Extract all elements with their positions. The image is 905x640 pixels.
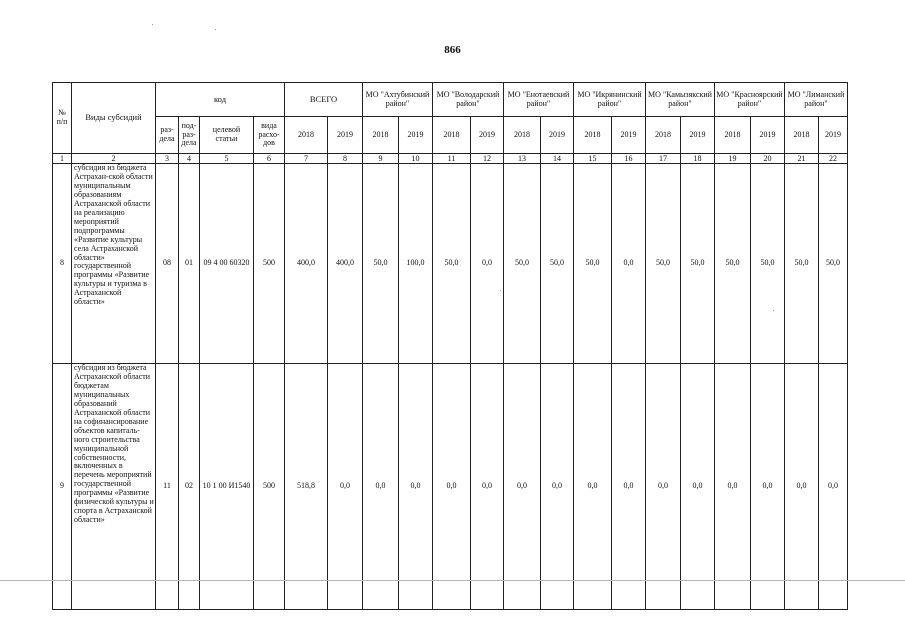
district-value: 0,0 xyxy=(574,364,612,610)
header-district: МО "Камызякский район" xyxy=(646,83,715,117)
column-number: 21 xyxy=(785,154,819,164)
header-code-podrazdel: под-раз-дела xyxy=(179,117,200,154)
header-year: 2019 xyxy=(819,117,848,154)
district-value: 0,0 xyxy=(433,364,471,610)
column-number: 1 xyxy=(53,154,72,164)
column-numbers-row xyxy=(53,154,848,164)
header-year: 2018 xyxy=(504,117,541,154)
district-value: 0,0 xyxy=(751,364,785,610)
header-year: 2019 xyxy=(751,117,785,154)
column-number: 18 xyxy=(681,154,715,164)
subsidy-description: субсидия из бюджета Астраханской области бюджетам муниципальных образований Астраханской области на софинансирование объектов капиталь-ного строительства муниципальной собственности, включенных в перечень мероприятий государственной программы «Развитие физической культуры и спорта в Астраханской области» xyxy=(72,364,156,610)
district-value: 50,0 xyxy=(646,164,681,364)
header-year: 2019 xyxy=(612,117,646,154)
district-value: 50,0 xyxy=(785,164,819,364)
razdel-code: 11 xyxy=(156,364,179,610)
expense-type-code: 500 xyxy=(254,164,285,364)
total-2018: 518,8 xyxy=(285,364,328,610)
district-value: 0,0 xyxy=(612,164,646,364)
target-article-code: 10 1 00 И1540 xyxy=(200,364,254,610)
column-number: 10 xyxy=(399,154,433,164)
header-district: МО "Володарский район" xyxy=(433,83,504,117)
total-2018: 400,0 xyxy=(285,164,328,364)
header-year: 2019 xyxy=(681,117,715,154)
header-code-razdel: раз-дела xyxy=(156,117,179,154)
header-subsidy-types: Виды субсидий xyxy=(72,83,156,154)
header-total: ВСЕГО xyxy=(285,83,363,117)
column-number: 12 xyxy=(471,154,504,164)
district-value: 0,0 xyxy=(471,364,504,610)
row-number: 9 xyxy=(53,364,72,610)
district-value: 50,0 xyxy=(751,164,785,364)
column-number: 13 xyxy=(504,154,541,164)
header-code: код xyxy=(156,83,285,117)
total-2019: 0,0 xyxy=(328,364,363,610)
column-number: 16 xyxy=(612,154,646,164)
header-year: 2018 xyxy=(715,117,751,154)
column-number: 2 xyxy=(72,154,156,164)
district-value: 50,0 xyxy=(504,164,541,364)
table-row xyxy=(53,364,848,610)
header-district: МО "Енотаевский район" xyxy=(504,83,574,117)
column-number: 15 xyxy=(574,154,612,164)
header-year: 2018 xyxy=(363,117,399,154)
scan-speck xyxy=(500,290,501,291)
district-value: 50,0 xyxy=(541,164,574,364)
header-code-vid: вида расхо-дов xyxy=(254,117,285,154)
header-year: 2018 xyxy=(646,117,681,154)
district-value: 50,0 xyxy=(715,164,751,364)
subsidy-description: субсидия из бюджета Астрахан-ской области муниципальным образованиям Астраханской области на реализацию мероприятий подпрограммы «Развитие культуры села Астраханской области» государственной программы «Развитие культуры и туризма в Астраханской области» xyxy=(72,164,156,364)
column-number: 3 xyxy=(156,154,179,164)
target-article-code: 09 4 00 60320 xyxy=(200,164,254,364)
expense-type-code: 500 xyxy=(254,364,285,610)
podrazdel-code: 01 xyxy=(179,164,200,364)
district-value: 50,0 xyxy=(363,164,399,364)
subsidy-distribution-table xyxy=(52,82,848,610)
column-number: 4 xyxy=(179,154,200,164)
scan-speck xyxy=(773,310,774,311)
header-year: 2018 xyxy=(285,117,328,154)
header-year: 2019 xyxy=(328,117,363,154)
column-number: 7 xyxy=(285,154,328,164)
header-year: 2018 xyxy=(785,117,819,154)
district-value: 50,0 xyxy=(574,164,612,364)
district-value: 0,0 xyxy=(681,364,715,610)
header-district: МО "Ахтубинский район" xyxy=(363,83,433,117)
header-year: 2019 xyxy=(541,117,574,154)
district-value: 0,0 xyxy=(646,364,681,610)
column-number: 9 xyxy=(363,154,399,164)
podrazdel-code: 02 xyxy=(179,364,200,610)
header-year: 2018 xyxy=(433,117,471,154)
razdel-code: 08 xyxy=(156,164,179,364)
district-value: 50,0 xyxy=(819,164,848,364)
total-2019: 400,0 xyxy=(328,164,363,364)
district-value: 0,0 xyxy=(715,364,751,610)
district-value: 0,0 xyxy=(541,364,574,610)
scan-edge-line xyxy=(0,580,905,581)
header-row-number: № п/п xyxy=(53,83,72,154)
column-number: 20 xyxy=(751,154,785,164)
district-value: 0,0 xyxy=(785,364,819,610)
header-year: 2019 xyxy=(471,117,504,154)
header-year: 2019 xyxy=(399,117,433,154)
district-value: 50,0 xyxy=(433,164,471,364)
column-number: 11 xyxy=(433,154,471,164)
district-value: 50,0 xyxy=(681,164,715,364)
table-row xyxy=(53,164,848,364)
header-district: МО "Лиманский район" xyxy=(785,83,848,117)
column-number: 22 xyxy=(819,154,848,164)
column-number: 19 xyxy=(715,154,751,164)
district-value: 100,0 xyxy=(399,164,433,364)
header-year: 2018 xyxy=(574,117,612,154)
scan-speck xyxy=(215,29,216,30)
row-number: 8 xyxy=(53,164,72,364)
district-value: 0,0 xyxy=(612,364,646,610)
district-value: 0,0 xyxy=(471,164,504,364)
district-value: 0,0 xyxy=(399,364,433,610)
column-number: 8 xyxy=(328,154,363,164)
page-number: 866 xyxy=(444,44,461,56)
column-number: 17 xyxy=(646,154,681,164)
district-value: 0,0 xyxy=(819,364,848,610)
header-district: МО "Красноярский район" xyxy=(715,83,785,117)
district-value: 0,0 xyxy=(363,364,399,610)
scan-speck xyxy=(152,24,153,25)
header-code-statya: целевой статьи xyxy=(200,117,254,154)
header-district: МО "Икрянинский район" xyxy=(574,83,646,117)
district-value: 0,0 xyxy=(504,364,541,610)
column-number: 5 xyxy=(200,154,254,164)
column-number: 6 xyxy=(254,154,285,164)
column-number: 14 xyxy=(541,154,574,164)
